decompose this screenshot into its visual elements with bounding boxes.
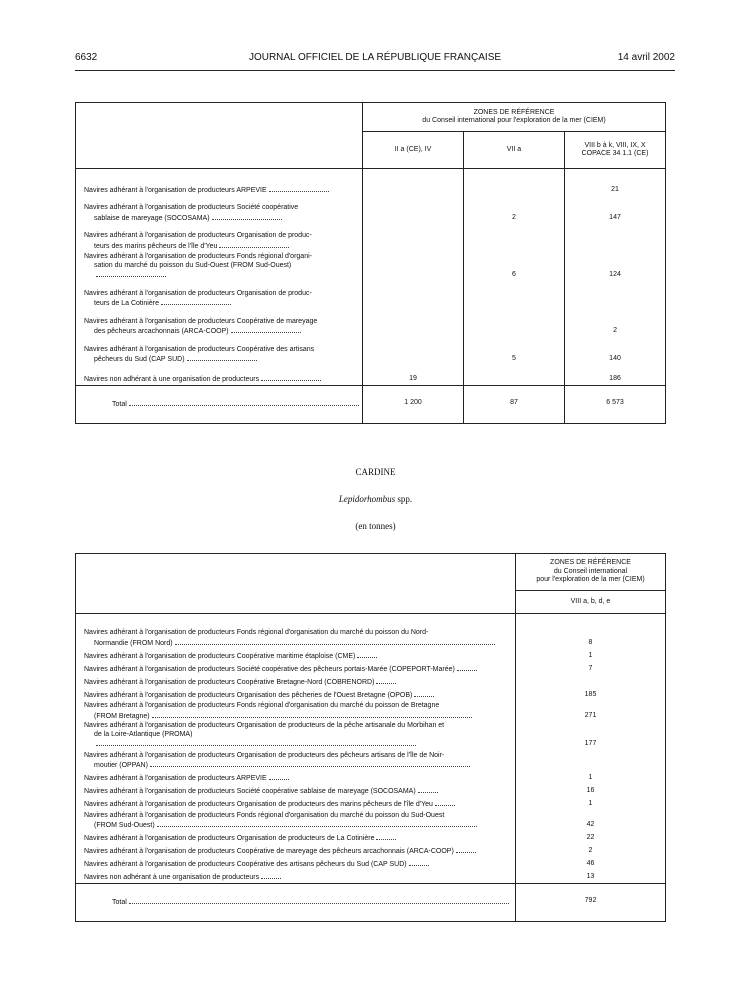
cell-c3: 21 bbox=[565, 169, 666, 196]
row-label: Navires adhérant à l'organisation de producteurs Société coopérative sablaise de mareyage (SOCOSAMA) bbox=[76, 784, 516, 797]
row-label-continued: pêcheurs du Sud (CAP SUD) bbox=[84, 354, 356, 365]
leader-dots bbox=[435, 799, 455, 806]
cell-value: 177 bbox=[516, 721, 666, 750]
leader-dots bbox=[212, 213, 282, 220]
table-row bbox=[76, 700, 666, 721]
leader-dots bbox=[261, 374, 321, 381]
table-row bbox=[76, 771, 666, 784]
cell-value: 185 bbox=[516, 687, 666, 700]
table-2-total-row bbox=[76, 883, 666, 921]
leader-dots bbox=[152, 711, 472, 718]
leader-dots bbox=[231, 326, 301, 333]
leader-dots bbox=[96, 739, 416, 746]
unit-note: (en tonnes) bbox=[355, 521, 396, 531]
row-label-continued: (FROM Bretagne) bbox=[84, 711, 509, 722]
total-value: 792 bbox=[516, 883, 666, 921]
table-row bbox=[76, 223, 666, 251]
cell-c2 bbox=[464, 281, 565, 309]
publication-date: 14 avril 2002 bbox=[617, 52, 675, 63]
zone-header-line1: ZONES DE RÉFÉRENCE bbox=[473, 108, 555, 116]
total-c3: 6 573 bbox=[565, 385, 666, 423]
row-label: Navires adhérant à l'organisation de producteurs Société coopérative sablaise de mareyage (SOCOSAMA) bbox=[76, 195, 363, 223]
cell-value: 22 bbox=[516, 831, 666, 844]
cell-value bbox=[516, 750, 666, 771]
total-label: Total bbox=[112, 898, 127, 906]
cell-value: 1 bbox=[516, 648, 666, 661]
column-header-3: VIII b à k, VIII, IX, X COPACE 34 1.1 (CE) bbox=[565, 132, 666, 169]
column-header: VIII a, b, d, e bbox=[516, 591, 666, 614]
zone-header-line1: ZONES DE RÉFÉRENCE bbox=[550, 559, 631, 567]
page-number: 6632 bbox=[75, 52, 98, 63]
table-row bbox=[76, 337, 666, 365]
leader-dots bbox=[175, 638, 495, 645]
cell-c2 bbox=[464, 365, 565, 386]
cell-value: 271 bbox=[516, 700, 666, 721]
leader-dots bbox=[376, 833, 396, 840]
row-label-continued: moutier (OPPAN) bbox=[84, 760, 509, 771]
row-label: Navires adhérant à l'organisation de producteurs Coopérative Bretagne-Nord (COBRENORD) bbox=[76, 674, 516, 687]
row-label: Navires adhérant à l'organisation de producteurs ARPEVIE bbox=[76, 169, 363, 196]
cell-c2 bbox=[464, 223, 565, 251]
table-1-zone-header bbox=[363, 103, 666, 132]
leader-dots bbox=[161, 298, 231, 305]
row-label: Navires adhérant à l'organisation de producteurs Coopérative des artisans pêcheurs du Sud (CAP SUD) bbox=[76, 857, 516, 870]
cell-c1 bbox=[363, 223, 464, 251]
cell-c1 bbox=[363, 251, 464, 281]
cell-c2 bbox=[464, 169, 565, 196]
leader-dots bbox=[269, 185, 329, 192]
row-label: Navires non adhérant à une organisation de producteurs bbox=[76, 870, 516, 884]
page-header bbox=[75, 52, 675, 66]
zone-header-line2: du Conseil international bbox=[553, 567, 628, 575]
leader-dots bbox=[357, 651, 377, 658]
leader-dots bbox=[409, 859, 429, 866]
row-label: Navires adhérant à l'organisation de producteurs Fonds régional d'organisation du marché du poisson du Nord- Normandie (FROM Nord) bbox=[76, 614, 516, 649]
cell-c3 bbox=[565, 223, 666, 251]
cell-c2: 6 bbox=[464, 251, 565, 281]
table-row bbox=[76, 365, 666, 386]
cell-c3: 2 bbox=[565, 309, 666, 337]
header-rule bbox=[75, 70, 675, 71]
cell-c3 bbox=[565, 281, 666, 309]
table-row bbox=[76, 831, 666, 844]
leader-dots bbox=[376, 677, 396, 684]
row-label: Navires adhérant à l'organisation de producteurs Fonds régional d'organisation du marché du poisson du Sud-Ouest (FROM Sud-Ouest) bbox=[76, 810, 516, 831]
section-title: CARDINE bbox=[355, 467, 396, 477]
table-row bbox=[76, 251, 666, 281]
leader-dots bbox=[219, 241, 289, 248]
table-row bbox=[76, 648, 666, 661]
leader-dots bbox=[269, 773, 289, 780]
table-row bbox=[76, 169, 666, 196]
cell-c1 bbox=[363, 281, 464, 309]
cell-c1: 19 bbox=[363, 365, 464, 386]
row-label-continued: teurs de La Cotinière bbox=[84, 298, 356, 309]
cell-c3: 186 bbox=[565, 365, 666, 386]
row-label: Navires adhérant à l'organisation de producteurs Organisation de producteurs des marins pêcheurs de l'île d'Yeu bbox=[76, 797, 516, 810]
row-label: Navires non adhérant à une organisation de producteurs bbox=[76, 365, 363, 386]
row-label-continued: Normandie (FROM Nord) bbox=[84, 638, 509, 649]
row-label: Navires adhérant à l'organisation de producteurs Organisation de producteurs des pêcheurs artisans de l'île de Noir- moutier (OPPAN) bbox=[76, 750, 516, 771]
cell-value: 42 bbox=[516, 810, 666, 831]
cell-value: 16 bbox=[516, 784, 666, 797]
table-row bbox=[76, 844, 666, 857]
leader-dots bbox=[414, 690, 434, 697]
table-row bbox=[76, 687, 666, 700]
row-label-continued: sablaise de mareyage (SOCOSAMA) bbox=[84, 213, 356, 224]
table-2 bbox=[75, 553, 666, 922]
row-label: Navires adhérant à l'organisation de producteurs Fonds régional d'organi- sation du marché du poisson du Sud-Ouest (FROM Sud-Ouest) bbox=[76, 251, 363, 281]
row-label: Navires adhérant à l'organisation de producteurs Organisation des pêcheries de l'Ouest Bretagne (OPOB) bbox=[76, 687, 516, 700]
table-row bbox=[76, 784, 666, 797]
total-c2: 87 bbox=[464, 385, 565, 423]
table-2-zone-header bbox=[516, 554, 666, 591]
cell-c2 bbox=[464, 309, 565, 337]
total-c1: 1 200 bbox=[363, 385, 464, 423]
row-label: Navires adhérant à l'organisation de producteurs ARPEVIE bbox=[76, 771, 516, 784]
table-row bbox=[76, 797, 666, 810]
cell-value: 7 bbox=[516, 661, 666, 674]
row-label: Navires adhérant à l'organisation de producteurs Organisation de produc- teurs des marins pêcheurs de l'île d'Yeu bbox=[76, 223, 363, 251]
zone-header-line3: pour l'exploration de la mer (CIEM) bbox=[536, 576, 645, 584]
table-row bbox=[76, 309, 666, 337]
journal-title: JOURNAL OFFICIEL DE LA RÉPUBLIQUE FRANÇAISE bbox=[248, 52, 502, 63]
row-label: Navires adhérant à l'organisation de producteurs Coopérative de mareyage des pêcheurs arcachonnais (ARCA-COOP) bbox=[76, 309, 363, 337]
cell-value: 13 bbox=[516, 870, 666, 884]
row-label: Navires adhérant à l'organisation de producteurs Coopérative de mareyage des pêcheurs arcachonnais (ARCA-COOP) bbox=[76, 844, 516, 857]
table-row bbox=[76, 857, 666, 870]
row-label-continued: teurs des marins pêcheurs de l'île d'Yeu bbox=[84, 241, 356, 252]
table-row bbox=[76, 721, 666, 750]
cell-c1 bbox=[363, 195, 464, 223]
column-header-2: VII a bbox=[464, 132, 565, 169]
table-row bbox=[76, 674, 666, 687]
leader-dots bbox=[457, 664, 477, 671]
cell-c1 bbox=[363, 337, 464, 365]
column-header-1: II a (CE), IV bbox=[363, 132, 464, 169]
row-label: Navires adhérant à l'organisation de producteurs Fonds régional d'organisation du marché du poisson de Bretagne (FROM Bretagne) bbox=[76, 700, 516, 721]
cell-c2: 2 bbox=[464, 195, 565, 223]
row-label: Navires adhérant à l'organisation de producteurs Société coopérative des pêcheurs portais-Marée (COPEPORT-Marée) bbox=[76, 661, 516, 674]
cell-c3: 124 bbox=[565, 251, 666, 281]
table-row bbox=[76, 750, 666, 771]
cell-value: 8 bbox=[516, 614, 666, 649]
leader-dots bbox=[261, 872, 281, 879]
table-row bbox=[76, 810, 666, 831]
table-row bbox=[76, 614, 666, 649]
cell-value: 1 bbox=[516, 797, 666, 810]
total-label: Total bbox=[112, 400, 127, 408]
cell-value: 2 bbox=[516, 844, 666, 857]
row-label: Navires adhérant à l'organisation de producteurs Organisation de produc- teurs de La Cotinière bbox=[76, 281, 363, 309]
cell-c2: 5 bbox=[464, 337, 565, 365]
cell-c1 bbox=[363, 169, 464, 196]
species-suffix: spp. bbox=[395, 494, 413, 504]
row-label: Navires adhérant à l'organisation de producteurs Coopérative des artisans pêcheurs du Sud (CAP SUD) bbox=[76, 337, 363, 365]
leader-dots bbox=[157, 820, 477, 827]
table-1 bbox=[75, 102, 666, 424]
row-label: Navires adhérant à l'organisation de producteurs Coopérative maritime étaploise (CME) bbox=[76, 648, 516, 661]
leader-dots bbox=[418, 786, 438, 793]
leader-dots bbox=[150, 760, 470, 767]
species-genus: Lepidorhombus bbox=[338, 494, 396, 504]
leader-dots bbox=[96, 270, 166, 277]
row-label-continued: des pêcheurs arcachonnais (ARCA-COOP) bbox=[84, 326, 356, 337]
row-label-continued: de la Loire-Atlantique (PROMA) bbox=[84, 731, 509, 750]
species-name bbox=[0, 494, 751, 504]
cell-value bbox=[516, 674, 666, 687]
table-row bbox=[76, 661, 666, 674]
table-1-total-row bbox=[76, 385, 666, 423]
table-1-blank-header bbox=[76, 103, 363, 169]
leader-dots bbox=[187, 354, 257, 361]
cell-value: 46 bbox=[516, 857, 666, 870]
table-row bbox=[76, 195, 666, 223]
table-row bbox=[76, 281, 666, 309]
zone-header-line2: du Conseil international pour l'exploration de la mer (CIEM) bbox=[422, 117, 606, 124]
cell-c3: 147 bbox=[565, 195, 666, 223]
cell-c1 bbox=[363, 309, 464, 337]
cell-value: 1 bbox=[516, 771, 666, 784]
row-label: Navires adhérant à l'organisation de producteurs Organisation de producteurs de la pêche artisanale du Morbihan et de la Loire-Atlantique (PROMA) bbox=[76, 721, 516, 750]
table-2-blank-header bbox=[76, 554, 516, 614]
row-label-continued: sation du marché du poisson du Sud-Ouest (FROM Sud-Ouest) bbox=[84, 262, 356, 281]
cell-c3: 140 bbox=[565, 337, 666, 365]
row-label: Navires adhérant à l'organisation de producteurs Organisation de producteurs de La Cotinière bbox=[76, 831, 516, 844]
leader-dots bbox=[456, 846, 476, 853]
table-row bbox=[76, 870, 666, 884]
row-label-continued: (FROM Sud-Ouest) bbox=[84, 820, 509, 831]
